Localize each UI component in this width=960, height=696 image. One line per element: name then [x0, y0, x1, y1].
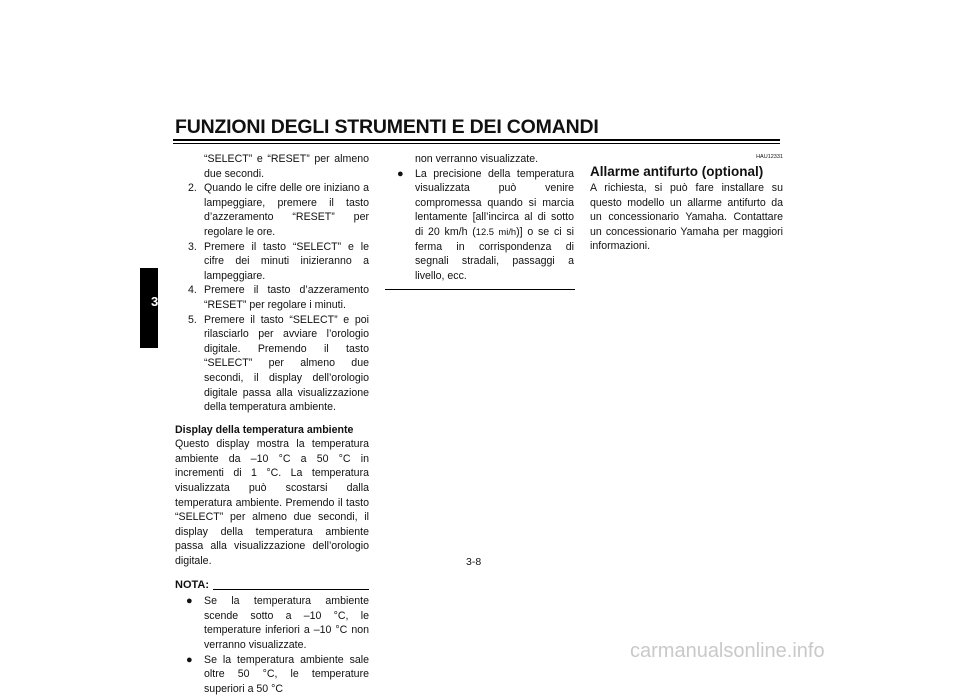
- step-number: 4.: [188, 284, 197, 297]
- bullet-icon: ●: [397, 167, 404, 180]
- list-item: [175, 313, 369, 415]
- column-right: [590, 153, 783, 254]
- list-item: [175, 181, 369, 239]
- bullet-text: Se la temperatura ambiente scende sotto a –10 °C, le temperature inferiori a –10 °C non verranno visualizzate.: [204, 595, 369, 651]
- bullet-icon: ●: [186, 595, 193, 608]
- title-rule-thin: [173, 143, 780, 144]
- step-text: Premere il tasto d’azzeramento “RESET” per regolare i minuti.: [204, 284, 369, 311]
- bullet-continuation: non verranno visualizzate.: [415, 153, 539, 165]
- step-number: 5.: [188, 313, 197, 326]
- nota-label: NOTA:: [175, 578, 210, 591]
- list-item: [386, 167, 574, 284]
- list-item: [175, 240, 369, 284]
- step-text: Premere il tasto “SELECT” e poi rilasciarlo per avviare l’orologio digitale. Premendo il tasto “SELECT” per almeno due secondi, il display dell’orologio digitale passa alla visualizzazione della temperatura ambiente.: [204, 313, 369, 414]
- step-number: 2.: [188, 182, 197, 195]
- chapter-tab-number: 3: [151, 294, 159, 309]
- list-item: [175, 653, 369, 696]
- bullet-icon: ●: [186, 653, 193, 666]
- step-number: 3.: [188, 240, 197, 253]
- step-text: Quando le cifre delle ore iniziano a lampeggiare, premere il tasto d’azzeramento “RESET” per regolare le ore.: [204, 182, 369, 238]
- nota-header: [175, 578, 369, 593]
- section-body: Questo display mostra la temperatura ambiente da –10 °C a 50 °C in incrementi di 1 °C. La temperatura visualizzata può scostarsi dalla temperatura ambiente. Premendo il tasto “SELECT” per almeno due secondi, il display della temperatura ambiente passa alla visualizzazione dell’orologio digitale.: [175, 438, 369, 568]
- page-title: FUNZIONI DEGLI STRUMENTI E DEI COMANDI: [175, 116, 599, 138]
- bullet-text-end: )] o se ci si ferma in corrispondenza di segnali stradali, passaggi a livello, ecc.: [415, 225, 574, 282]
- column-middle: [386, 152, 574, 290]
- step-text: Premere il tasto “SELECT” e le cifre dei minuti inizieranno a lampeggiare.: [204, 240, 369, 282]
- nota-rule: [213, 589, 369, 590]
- section-heading: Display della temperatura ambiente: [175, 423, 354, 436]
- list-item: [175, 594, 369, 652]
- section-heading: Allarme antifurto (optional): [590, 164, 764, 179]
- column-left: [175, 152, 369, 696]
- title-rule: [173, 139, 780, 141]
- page-number: 3-8: [466, 556, 482, 568]
- bullet-text: La precisione della temperatura visualizzata può venire compromessa quando si marcia lentamente [all’incirca al di sotto di 20 km/h (: [415, 167, 574, 238]
- bullet-text: Se la temperatura ambiente sale oltre 50 °C, le temperature superiori a 50 °C: [204, 653, 369, 695]
- list-item: [175, 283, 369, 312]
- watermark: carmanualsonline.info: [630, 640, 825, 662]
- bullet-text-small: 12.5 mi/h: [475, 225, 517, 237]
- nota-end-rule: [385, 289, 575, 290]
- section-code: HAU12331: [756, 154, 783, 160]
- step-continuation: “SELECT” e “RESET” per almeno due secondi.: [204, 153, 369, 180]
- section-body: A richiesta, si può fare installare su questo modello un allarme antifurto da un concessionario Yamaha. Contattare un concessionario Yamaha per maggiori informazioni.: [590, 182, 783, 253]
